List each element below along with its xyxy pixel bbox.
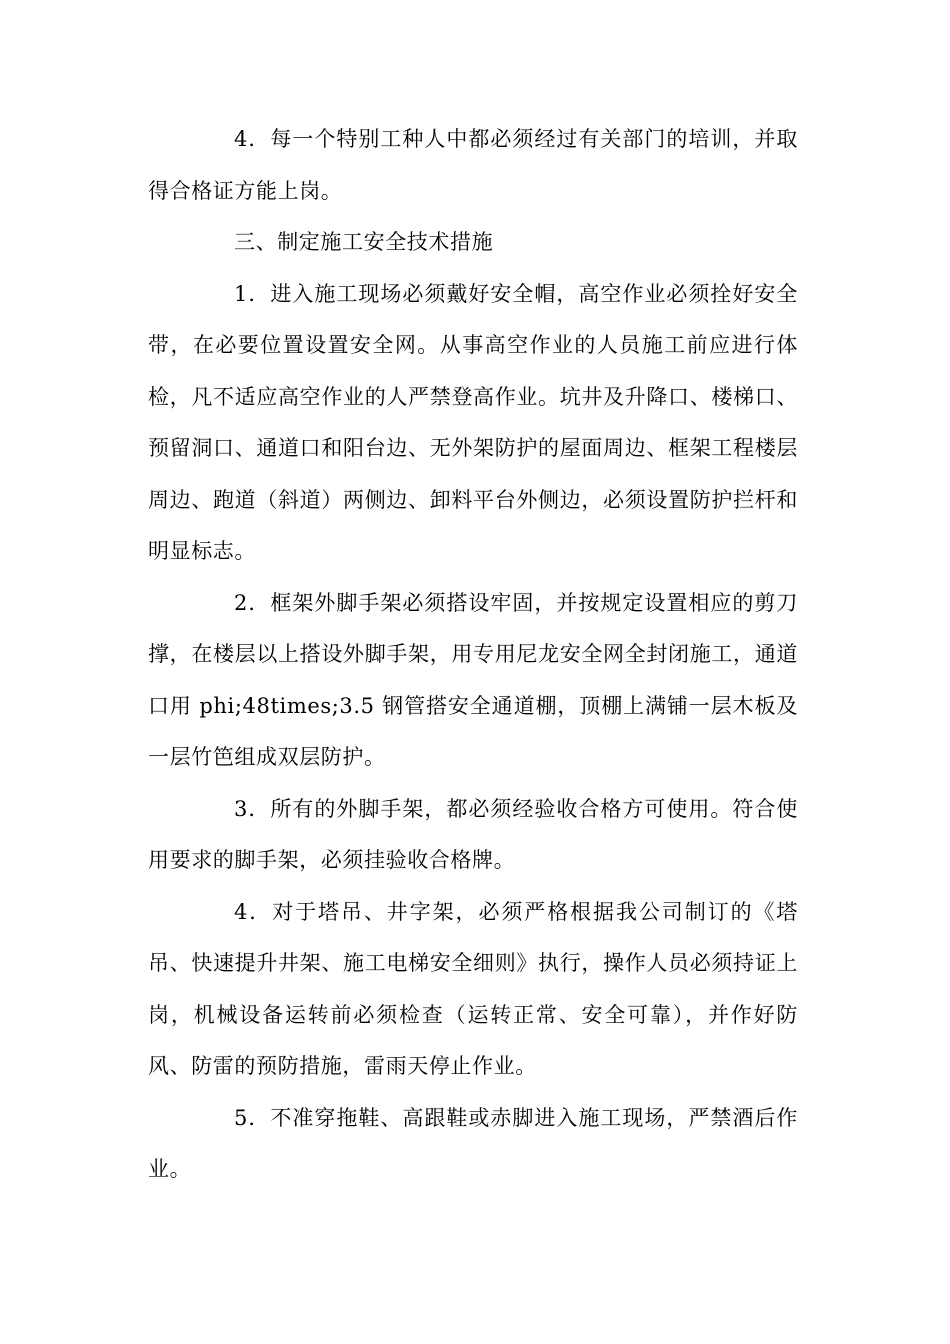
section-heading: 三、制定施工安全技术措施 (234, 230, 494, 254)
paragraph-item-5-footwear: 5．不准穿拖鞋、高跟鞋或赤脚进入施工现场，严禁酒后作业。 (148, 1105, 798, 1181)
paragraph-item-4-training: 4．每一个特别工种人中都必须经过有关部门的培训，并取得合格证方能上岗。 (148, 127, 798, 203)
paragraph-item-4-cranes: 4．对于塔吊、井字架，必须严格根据我公司制订的《塔吊、快速提升井架、施工电梯安全细则》执行，操作人员必须持证上岗，机械设备运转前必须检查（运转正常、安全可靠），并作好防风、防雷的预防措施，雷雨天停止作业。 (148, 899, 798, 1078)
paragraph-item-2-scaffolding: 2．框架外脚手架必须搭设牢固，并按规定设置相应的剪刀撑，在楼层以上搭设外脚手架，用专用尼龙安全网全封闭施工，通道口用 phi;48times;3.5 钢管搭安全通道棚，顶棚上满铺一层木板及一层竹笆组成双层防护。 (148, 590, 798, 769)
document-body (148, 114, 798, 1196)
paragraph-item-1-safety-gear: 1．进入施工现场必须戴好安全帽，高空作业必须拴好安全带，在必要位置设置安全网。从事高空作业的人员施工前应进行体检，凡不适应高空作业的人严禁登高作业。坑井及升降口、楼梯口、预留洞口、通道口和阳台边、无外架防护的屋面周边、框架工程楼层周边、跑道（斜道）两侧边、卸料平台外侧边，必须设置防护拦杆和明显标志。 (148, 281, 798, 563)
paragraph-item-3-inspection: 3．所有的外脚手架，都必须经验收合格方可使用。符合使用要求的脚手架，必须挂验收合格牌。 (148, 796, 798, 872)
